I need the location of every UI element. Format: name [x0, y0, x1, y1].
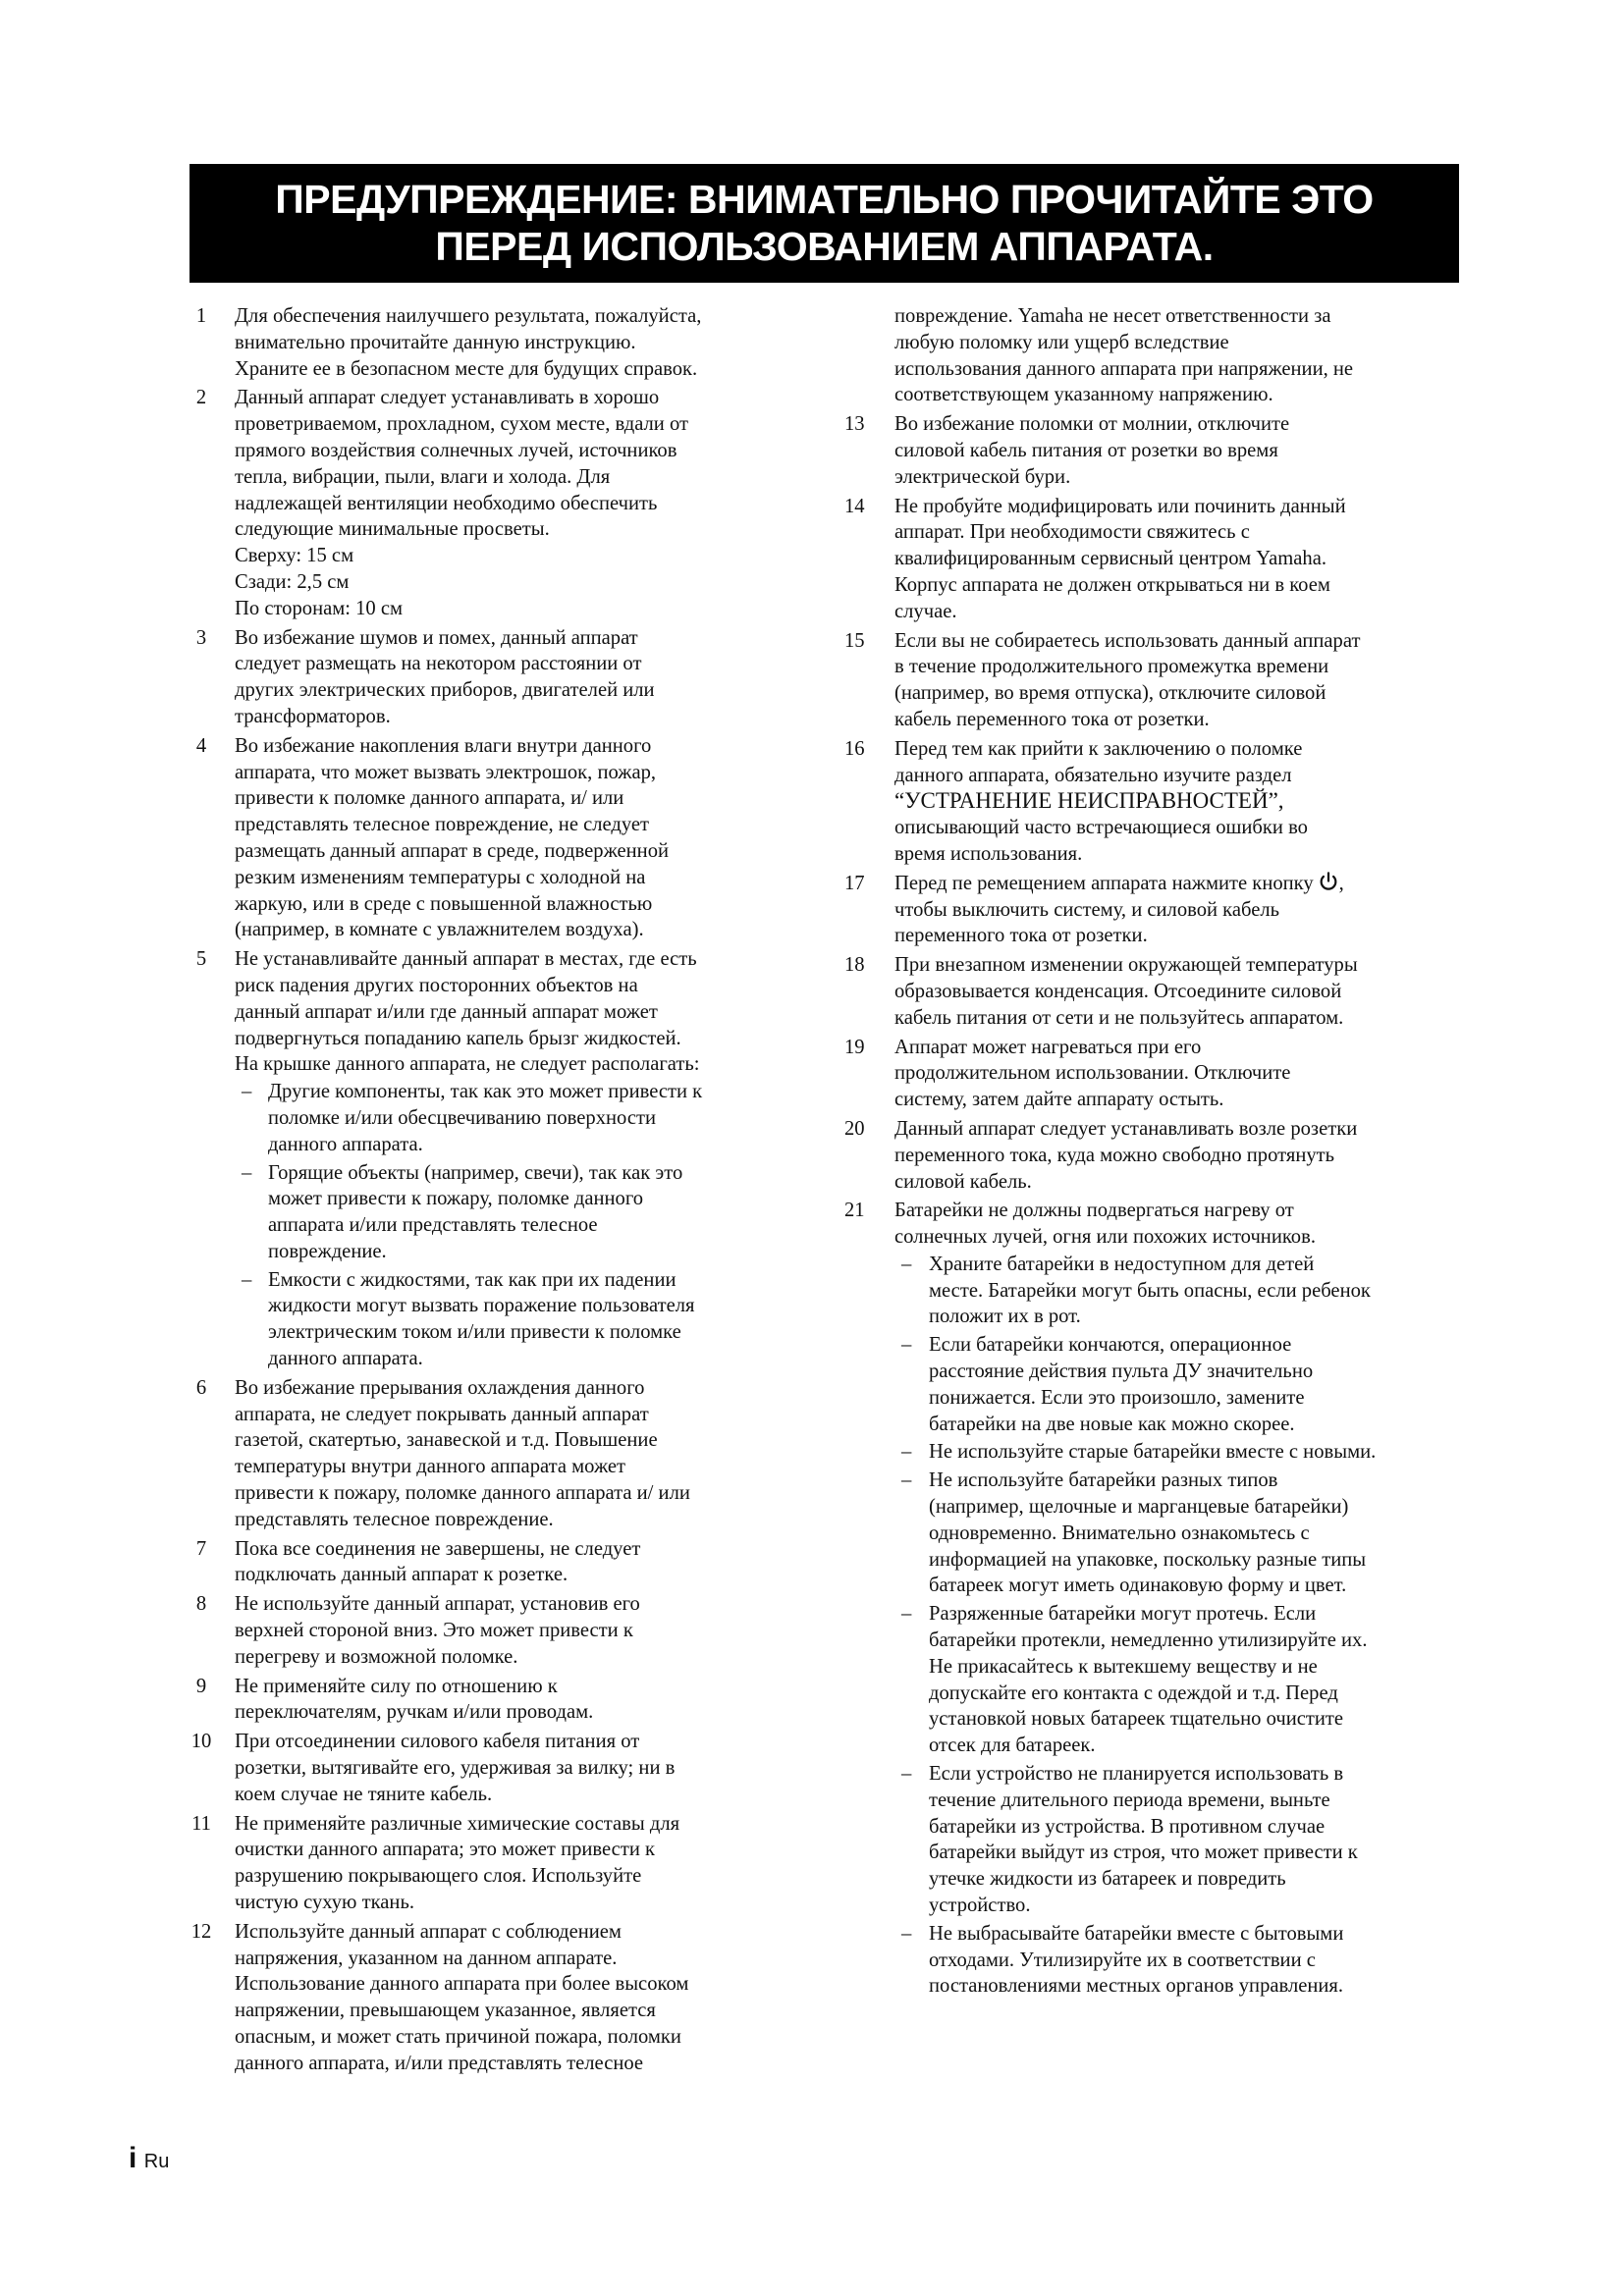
- item-text-line: силовой кабель питания от розетки во время: [894, 439, 1278, 461]
- sub-item-text-line: Горящие объекты (например, свечи), так как это: [268, 1161, 683, 1184]
- item-text-line: использования данного аппарата при напряжении, не: [894, 357, 1354, 380]
- warning-item-11: [183, 1811, 811, 1916]
- sub-item-text-line: аппарата и/или представлять телесное: [268, 1214, 598, 1237]
- item-text-line: прямого воздействия солнечных лучей, источников: [235, 439, 677, 461]
- item-number: 3: [195, 626, 207, 649]
- item-text-line: Используйте данный аппарат с соблюдением: [235, 1920, 622, 1943]
- item-number: 19: [844, 1036, 865, 1058]
- dash-bullet: –: [901, 1334, 912, 1357]
- item-number: 15: [844, 629, 865, 652]
- item-text-line: тепла, вибрации, пыли, влаги и холода. Для: [235, 465, 611, 488]
- item-text-line: Для обеспечения наилучшего результата, пожалуйста,: [235, 305, 702, 327]
- item-text-line: следует размещать на некотором расстоянии от: [235, 653, 642, 675]
- sub-item: [894, 1761, 1479, 1919]
- warning-item-8: [183, 1591, 811, 1670]
- warning-item-4: [183, 733, 811, 943]
- item-text-line: газетой, скатертью, занавеской и т.д. Повышение: [235, 1429, 658, 1452]
- sub-item: [894, 1468, 1479, 1599]
- sub-item: [894, 1252, 1479, 1330]
- item-text-line: Во избежание поломки от молнии, отключите: [894, 413, 1290, 436]
- warning-item-6: [183, 1375, 811, 1533]
- item-number: 7: [195, 1537, 207, 1560]
- sub-item-text-line: установкой новых батареек тщательно очистите: [929, 1708, 1344, 1731]
- language-code: Ru: [143, 2151, 170, 2172]
- item-text-line: размещать данный аппарат в среде, подверженной: [235, 839, 670, 862]
- item-text-line: Сверху: 15 см: [235, 545, 354, 567]
- item-text-line: жаркую, или в среде с повышенной влажностью: [235, 892, 653, 915]
- sub-item-text-line: данного аппарата.: [268, 1348, 423, 1370]
- item-text-line: Во избежание накопления влаги внутри данного: [235, 734, 652, 757]
- item-text-line: резким изменениям температуры с холодной на: [235, 866, 646, 888]
- warning-item-1: [183, 303, 811, 382]
- sub-item-text-line: батареек могут иметь одинаковую форму и цвет.: [929, 1575, 1347, 1597]
- item-text-line: внимательно прочитайте данную инструкцию.: [235, 331, 636, 353]
- sub-item-text-line: может привести к пожару, поломке данного: [268, 1188, 644, 1210]
- item-text-line: силовой кабель.: [894, 1170, 1032, 1193]
- item-text-line: риск падения других посторонних объектов на: [235, 974, 638, 996]
- sub-item: [894, 1601, 1479, 1759]
- sub-item-text-line: жидкости могут вызвать поражение пользователя: [268, 1295, 695, 1317]
- item-text-line: (например, в комнате с увлажнителем воздуха).: [235, 919, 644, 941]
- item-text-line: случае.: [894, 600, 957, 622]
- page-footer: [129, 2142, 169, 2175]
- dash-bullet: –: [242, 1268, 252, 1291]
- item-text-line: чтобы выключить систему, и силовой кабель: [894, 898, 1280, 921]
- item-text-line: разрушению покрывающего слоя. Используйте: [235, 1865, 642, 1888]
- item-text-line: время использования.: [894, 842, 1083, 865]
- sub-item-text-line: Если батарейки кончаются, операционное: [929, 1334, 1292, 1357]
- item-number: 10: [190, 1731, 212, 1753]
- item-number: 18: [844, 954, 865, 977]
- item-text-line: аппарата, не следует покрывать данный аппарат: [235, 1403, 649, 1425]
- left-column: [183, 303, 811, 2080]
- item-number: 12: [190, 1920, 212, 1943]
- item-text-line: Не используйте данный аппарат, установив его: [235, 1593, 640, 1616]
- item-number: 5: [195, 948, 207, 971]
- item-text-line: данного аппарата, и/или представлять телесное: [235, 2052, 644, 2074]
- item-number: 16: [844, 737, 865, 760]
- item-text-line: привести к поломке данного аппарата, и/ или: [235, 787, 624, 810]
- item-text-line: в течение продолжительного промежутка времени: [894, 656, 1329, 678]
- sub-item-text-line: Другие компоненты, так как это может привести к: [268, 1081, 703, 1103]
- item-text-line: проветриваемом, прохладном, сухом месте, вдали от: [235, 413, 688, 436]
- sub-item-text-line: Разряженные батарейки могут протечь. Если: [929, 1603, 1317, 1626]
- warning-item-18: [842, 952, 1479, 1031]
- item-text-line: систему, затем дайте аппарату остыть.: [894, 1089, 1224, 1111]
- warning-item-17: [842, 871, 1479, 949]
- warning-item-20: [842, 1116, 1479, 1195]
- item-text-line: кабель переменного тока от розетки.: [894, 708, 1210, 730]
- item-text-line: переключателям, ручкам и/или проводам.: [235, 1701, 594, 1724]
- sub-item-text-line: Не прикасайтесь к вытекшему веществу и не: [929, 1655, 1318, 1678]
- item-text-line: Не устанавливайте данный аппарат в местах, где есть: [235, 948, 697, 971]
- sub-item: [235, 1267, 811, 1372]
- item-text-line: образовывается конденсация. Отсоедините силовой: [894, 980, 1342, 1002]
- dash-bullet: –: [242, 1081, 252, 1103]
- item-number: 2: [195, 387, 207, 409]
- sub-item-text-line: данного аппарата.: [268, 1133, 423, 1155]
- warning-item-9: [183, 1674, 811, 1727]
- dash-bullet: –: [901, 1763, 912, 1786]
- item-text-line: При внезапном изменении окружающей температуры: [894, 954, 1358, 977]
- item-text-line: Сзади: 2,5 см: [235, 570, 350, 593]
- item-text-line: описывающий часто встречающиеся ошибки во: [894, 817, 1308, 839]
- sub-item: [894, 1439, 1479, 1466]
- sub-item-text-line: Храните батарейки в недоступном для детей: [929, 1253, 1315, 1275]
- item-text-line: Не применяйте силу по отношению к: [235, 1675, 558, 1697]
- item-text-line: Данный аппарат следует устанавливать возле розетки: [894, 1117, 1358, 1140]
- sub-item: [235, 1079, 811, 1157]
- item-text-line: опасным, и может стать причиной пожара, поломки: [235, 2026, 681, 2048]
- item-text-line: Батарейки не должны подвергаться нагреву от: [894, 1200, 1294, 1222]
- item-text-line: Корпус аппарата не должен открываться ни в коем: [894, 573, 1330, 596]
- item-text-line: следующие минимальные просветы.: [235, 518, 550, 541]
- item-number: 13: [844, 413, 865, 436]
- item-text-line: коем случае не тяните кабель.: [235, 1783, 493, 1805]
- item-text-line: чистую сухую ткань.: [235, 1892, 414, 1914]
- sub-item-text-line: устройство.: [929, 1895, 1031, 1917]
- item-text-line: аппарата, что может вызвать электрошок, пожар,: [235, 761, 657, 783]
- item-text-line: любую поломку или ущерб вследствие: [894, 331, 1229, 353]
- item-text-line: Во избежание шумов и помех, данный аппарат: [235, 626, 638, 649]
- dash-bullet: –: [901, 1253, 912, 1275]
- warning-banner: [189, 164, 1459, 283]
- item-text-line: Не пробуйте модифицировать или починить данный: [894, 495, 1346, 517]
- item-text-line: очистки данного аппарата; это может привести к: [235, 1839, 655, 1861]
- item-text-line: Если вы не собираетесь использовать данный аппарат: [894, 629, 1361, 652]
- warning-item-14: [842, 494, 1479, 625]
- item-text-line: аппарат. При необходимости свяжитесь с: [894, 521, 1250, 544]
- item-text-line: кабель питания от сети и не пользуйтесь аппаратом.: [894, 1006, 1344, 1029]
- item-text-line: переменного тока, куда можно свободно протянуть: [894, 1144, 1335, 1166]
- warning-item-13: [842, 411, 1479, 490]
- sub-item-text-line: понижается. Если это произошло, замените: [929, 1386, 1305, 1409]
- item-text-line: данный аппарат и/или где данный аппарат может: [235, 1000, 658, 1023]
- warning-item-19: [842, 1035, 1479, 1113]
- sub-item-text-line: электрическим током и/или привести к поломке: [268, 1321, 681, 1344]
- item-text-line: квалифицированным сервисный центром Yamaha.: [894, 548, 1326, 570]
- item-text-line: Аппарат может нагреваться при его: [894, 1036, 1202, 1058]
- sub-item-text-line: отходами. Утилизируйте их в соответствии с: [929, 1949, 1316, 1971]
- item-number: 11: [191, 1812, 211, 1835]
- item-text-line: [894, 871, 1479, 897]
- sub-item-text-line: Не используйте батарейки разных типов: [929, 1469, 1278, 1492]
- item-text-line: подвергнуться попаданию капель брызг жидкостей.: [235, 1027, 681, 1049]
- banner-line-2: ПЕРЕД ИСПОЛЬЗОВАНИЕМ АППАРАТА.: [435, 224, 1214, 269]
- sub-item-text-line: Емкости с жидкостями, так как при их падении: [268, 1268, 677, 1291]
- item-text-line: представлять телесное повреждение.: [235, 1508, 554, 1530]
- warning-item-12: [183, 1919, 811, 2077]
- item-text-line: верхней стороной вниз. Это может привести к: [235, 1620, 633, 1642]
- warning-item-7: [183, 1536, 811, 1589]
- item-number: 14: [844, 495, 865, 517]
- item-text-line: При отсоединении силового кабеля питания от: [235, 1731, 640, 1753]
- item-text-line: представлять телесное повреждение, не следует: [235, 814, 650, 836]
- item-number: 17: [844, 872, 865, 894]
- sub-item-text-line: батарейки на две новые как можно скорее.: [929, 1413, 1295, 1435]
- sub-item-text-line: месте. Батарейки могут быть опасны, если ребенок: [929, 1279, 1371, 1302]
- item-text-line: надлежащей вентиляции необходимо обеспечить: [235, 492, 658, 514]
- sub-item-text-line: отсек для батареек.: [929, 1735, 1096, 1757]
- item-text-line: “УСТРАНЕНИЕ НЕИСПРАВНОСТЕЙ”,: [894, 788, 1284, 814]
- item-number: 1: [195, 305, 207, 327]
- sub-item-text-line: поломке и/или обесцвечиванию поверхности: [268, 1106, 656, 1129]
- item-text-line: солнечных лучей, огня или похожих источников.: [894, 1226, 1316, 1249]
- item-suffix: ,: [1338, 872, 1344, 894]
- sub-item-text-line: повреждение.: [268, 1240, 387, 1262]
- item-text-line: Пока все соединения не завершены, не следует: [235, 1537, 641, 1560]
- item-text-line: трансформаторов.: [235, 705, 391, 727]
- sub-item-text-line: течение длительного периода времени, выньте: [929, 1789, 1330, 1811]
- item-text-line: продолжительном использовании. Отключите: [894, 1062, 1291, 1085]
- sub-item: [894, 1332, 1479, 1437]
- warning-item-15: [842, 628, 1479, 733]
- page-number: i: [129, 2142, 137, 2174]
- sub-item-text-line: Если устройство не планируется использовать в: [929, 1763, 1344, 1786]
- item-text-line: перегреву и возможной поломке.: [235, 1645, 518, 1668]
- sub-item: [235, 1160, 811, 1265]
- dash-bullet: –: [901, 1603, 912, 1626]
- warning-item-2: [183, 385, 811, 621]
- banner-line-1: ПРЕДУПРЕЖДЕНИЕ: ВНИМАТЕЛЬНО ПРОЧИТАЙТЕ ЭТО: [275, 177, 1374, 222]
- item-text-line: Храните ее в безопасном месте для будущих справок.: [235, 357, 698, 380]
- item-number: 21: [844, 1200, 865, 1222]
- sub-item-text-line: Не используйте старые батарейки вместе с новыми.: [929, 1441, 1377, 1464]
- item-text-line: Использование данного аппарата при более высоком: [235, 1973, 689, 1996]
- warning-item-continuation: [842, 303, 1479, 408]
- item-text-line: Не применяйте различные химические составы для: [235, 1812, 680, 1835]
- item-text-line: данного аппарата, обязательно изучите раздел: [894, 764, 1292, 786]
- item-text-line: Во избежание прерывания охлаждения данного: [235, 1376, 645, 1399]
- sub-item-text-line: одновременно. Внимательно ознакомьтесь с: [929, 1522, 1310, 1544]
- right-column: [842, 303, 1479, 2002]
- power-icon: [1318, 871, 1339, 892]
- dash-bullet: –: [242, 1161, 252, 1184]
- dash-bullet: –: [901, 1441, 912, 1464]
- item-number: 8: [195, 1593, 207, 1616]
- sub-item: [894, 1921, 1479, 2000]
- sub-item-text-line: Не выбрасывайте батарейки вместе с бытовыми: [929, 1922, 1344, 1945]
- item-number: 20: [844, 1117, 865, 1140]
- sub-item-text-line: утечке жидкости из батареек и повредить: [929, 1868, 1286, 1891]
- dash-bullet: –: [901, 1922, 912, 1945]
- warning-item-3: [183, 625, 811, 730]
- sub-item-text-line: (например, щелочные и марганцевые батарейки): [929, 1496, 1349, 1519]
- item-text-line: напряжения, указанном на данном аппарате.: [235, 1947, 618, 1969]
- sub-item-text-line: батарейки протекли, немедленно утилизируйте их.: [929, 1629, 1368, 1652]
- item-text-line: электрической бури.: [894, 465, 1071, 488]
- sub-item-text-line: информацией на упаковке, поскольку разные типы: [929, 1548, 1367, 1571]
- item-number: 4: [195, 734, 207, 757]
- item-text-line: Данный аппарат следует устанавливать в хорошо: [235, 387, 660, 409]
- item-text-line: соответствующем указанному напряжению.: [894, 384, 1273, 406]
- sub-item-text-line: батарейки из устройства. В противном случае: [929, 1815, 1326, 1838]
- warning-item-16: [842, 736, 1479, 868]
- item-text-line: привести к пожару, поломке данного аппарата и/ или: [235, 1482, 690, 1505]
- warning-item-21: [842, 1198, 1479, 2000]
- sub-item-text-line: постановлениями местных органов управления.: [929, 1975, 1344, 1998]
- item-number: 9: [195, 1675, 207, 1697]
- item-text-line: подключать данный аппарат к розетке.: [235, 1564, 568, 1586]
- sub-item-text-line: расстояние действия пульта ДУ значительно: [929, 1361, 1314, 1383]
- item-text-line: розетки, вытягивайте его, удерживая за вилку; ни в: [235, 1757, 676, 1780]
- item-number: 6: [195, 1376, 207, 1399]
- sub-item-text-line: положит их в рот.: [929, 1306, 1081, 1328]
- warning-item-5: [183, 946, 811, 1372]
- item-text-line: (например, во время отпуска), отключите силовой: [894, 682, 1326, 705]
- item-text-line: температуры внутри данного аппарата может: [235, 1456, 626, 1478]
- item-text-line: Перед тем как прийти к заключению о поломке: [894, 737, 1303, 760]
- item-text-line: На крышке данного аппарата, не следует располагать:: [235, 1053, 700, 1076]
- item-text-line: По сторонам: 10 см: [235, 597, 404, 619]
- item-text-line: переменного тока от розетки.: [894, 925, 1148, 947]
- item-text-line: напряжении, превышающем указанное, является: [235, 2000, 656, 2022]
- sub-item-text-line: батарейки выйдут из строя, что может привести к: [929, 1842, 1358, 1864]
- warning-item-10: [183, 1729, 811, 1807]
- dash-bullet: –: [901, 1469, 912, 1492]
- item-text-line: других электрических приборов, двигателей или: [235, 679, 655, 702]
- item-text: Перед пе ремещением аппарата нажмите кнопку: [894, 872, 1314, 894]
- sub-item-text-line: допускайте его контакта с одеждой и т.д. Перед: [929, 1682, 1338, 1704]
- item-text-line: повреждение. Yamaha не несет ответственности за: [894, 305, 1331, 327]
